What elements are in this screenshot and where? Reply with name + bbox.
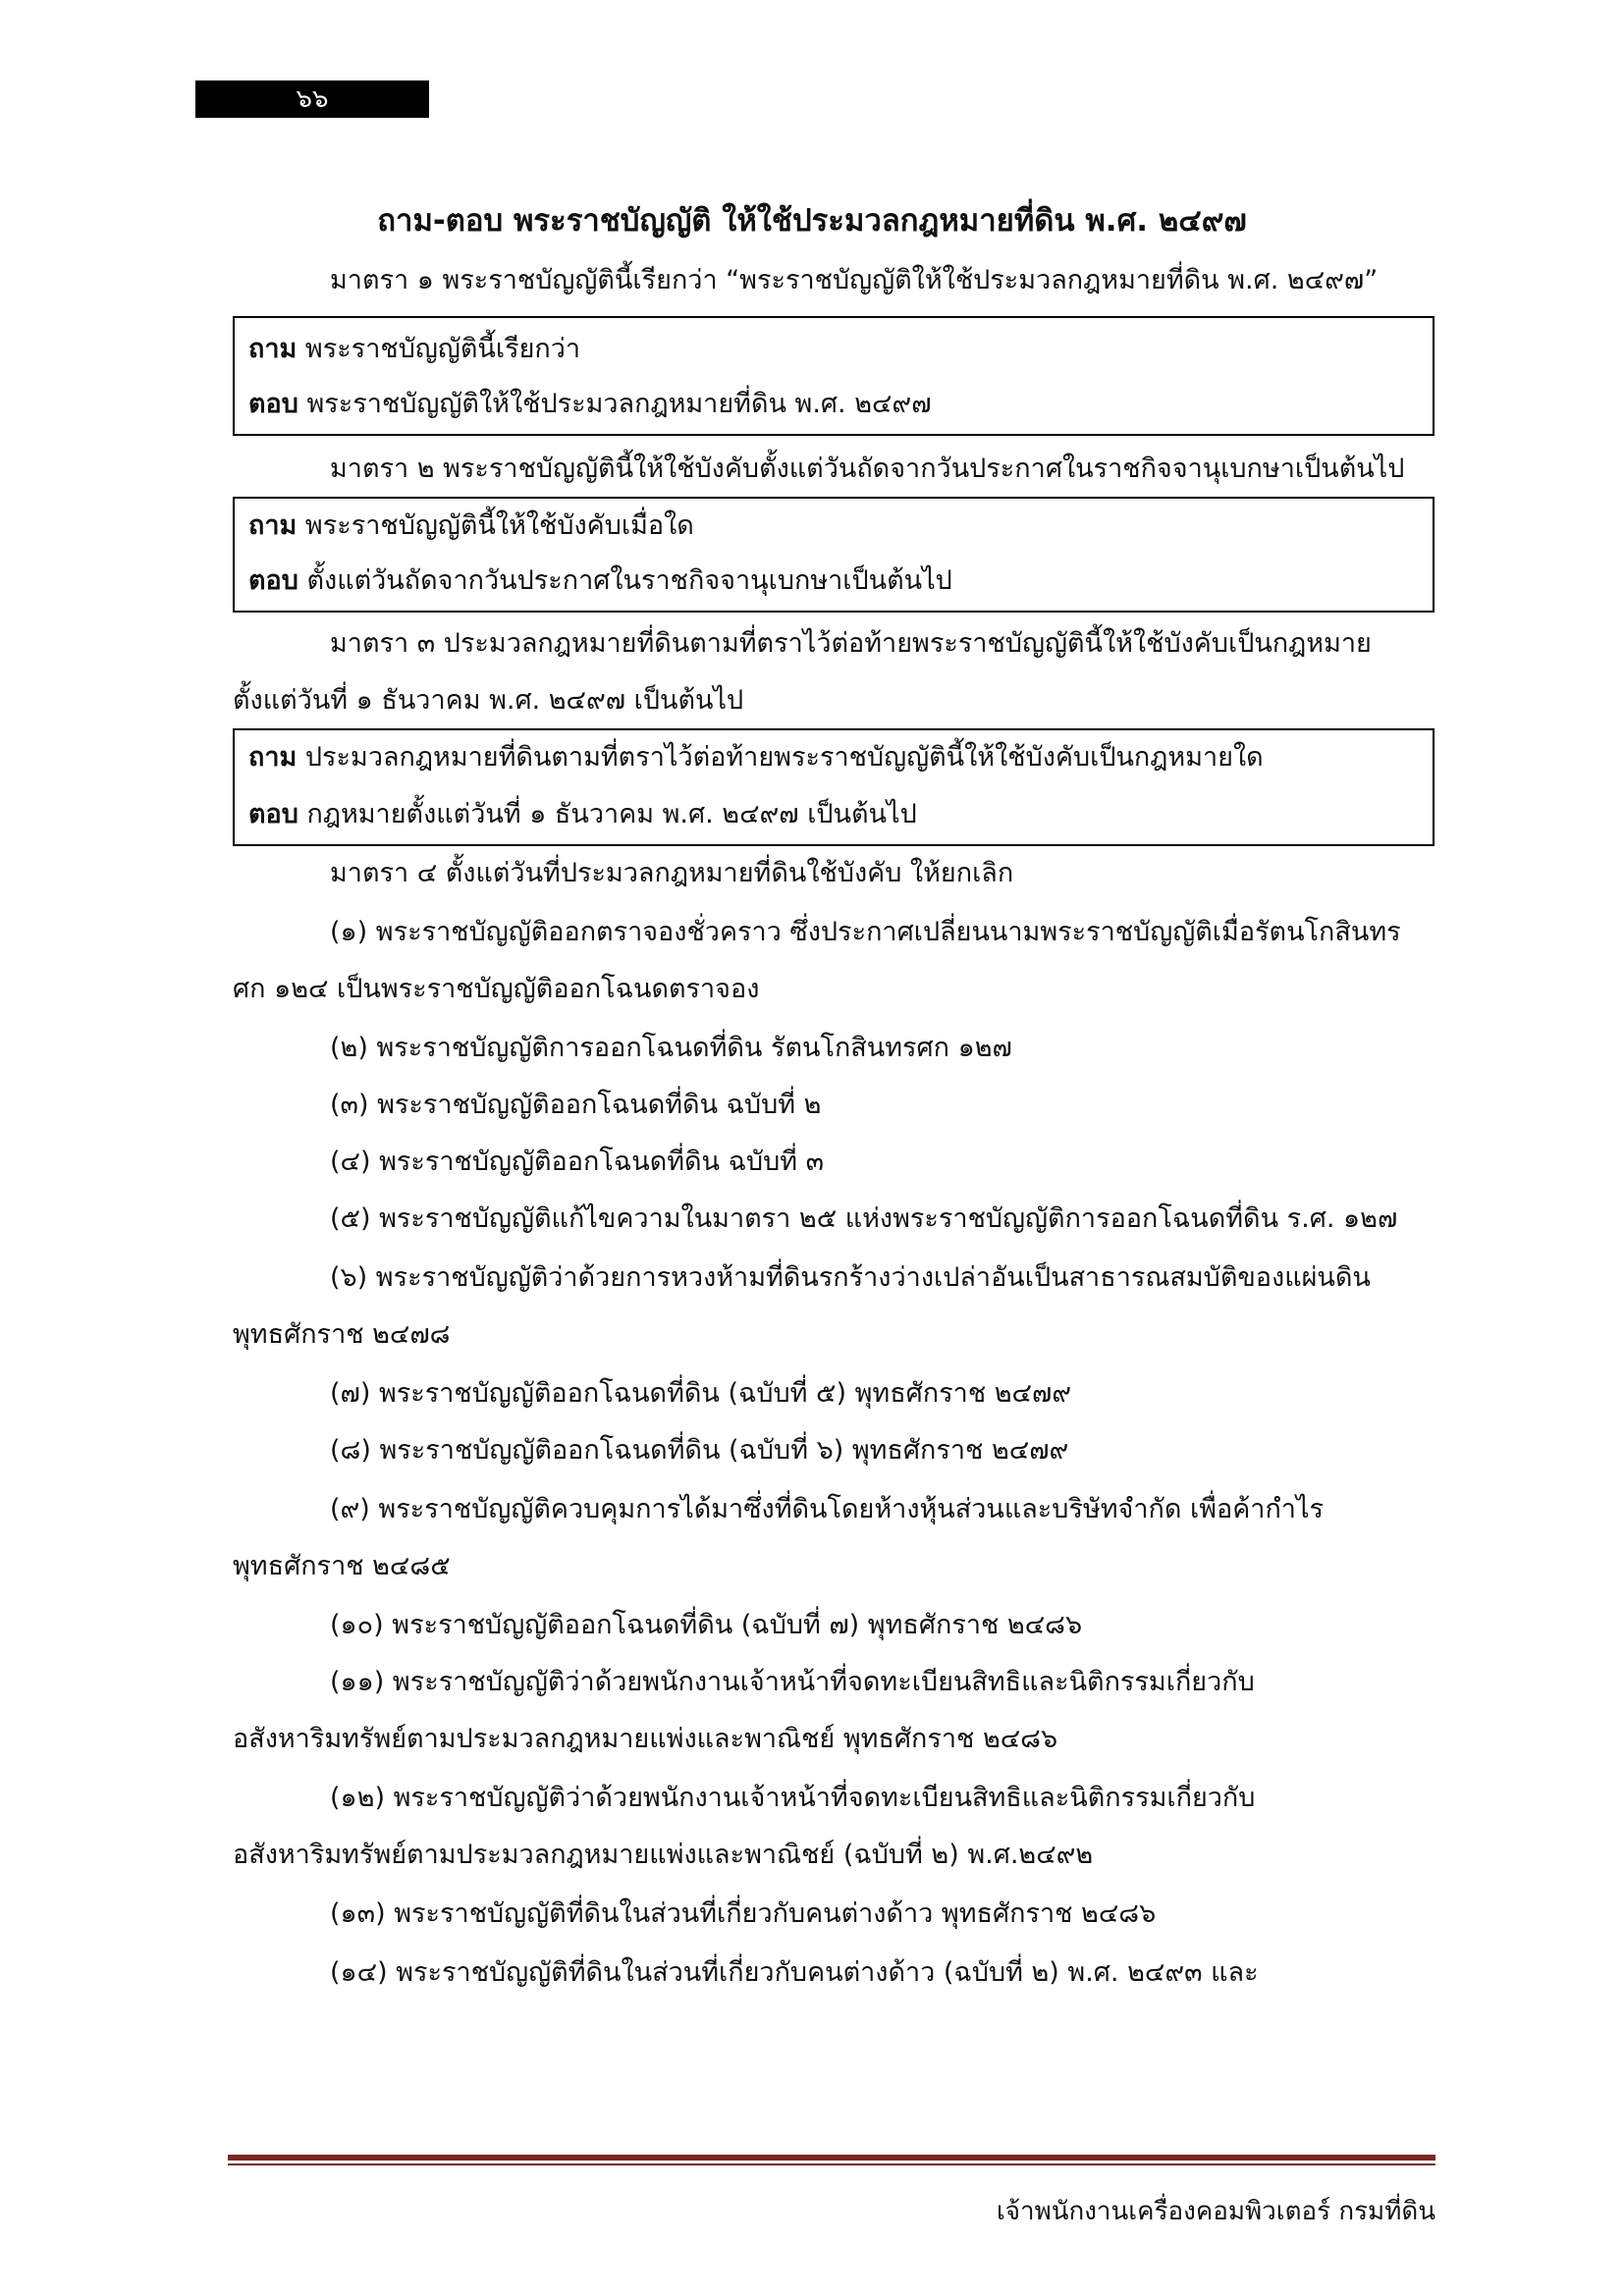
page-number: ๖๖	[195, 80, 429, 118]
answer-text: กฎหมายตั้งแต่วันที่ ๑ ธันวาคม พ.ศ. ๒๔๙๗ เป็นต้นไป	[306, 799, 917, 829]
section-3-line-1: มาตรา ๓ ประมวลกฎหมายที่ดินตามที่ตราไว้ต่อท้ายพระราชบัญญัตินี้ให้ใช้บังคับเป็นกฎหมาย	[330, 628, 1372, 659]
list-item: (๕) พระราชบัญญัติแก้ไขความในมาตรา ๒๕ แห่งพระราชบัญญัติการออกโฉนดที่ดิน ร.ศ. ๑๒๗	[330, 1203, 1398, 1234]
list-item-continuation: อสังหาริมทรัพย์ตามประมวลกฎหมายแพ่งและพาณิชย์ พุทธศักราช ๒๔๘๖	[233, 1724, 1058, 1754]
section-1: มาตรา ๑ พระราชบัญญัตินี้เรียกว่า “พระราชบัญญัติให้ใช้ประมวลกฎหมายที่ดิน พ.ศ. ๒๔๙๗”	[330, 265, 1379, 295]
question-label: ถาม	[248, 742, 298, 773]
answer-text: พระราชบัญญัติให้ใช้ประมวลกฎหมายที่ดิน พ.ศ. ๒๔๙๗	[306, 389, 932, 419]
list-item: (๙) พระราชบัญญัติควบคุมการได้มาซึ่งที่ดินโดยห้างหุ้นส่วนและบริษัทจำกัด เพื่อค้ากำไร	[330, 1494, 1325, 1524]
qa-box-1	[233, 316, 1435, 436]
qa2-answer	[248, 561, 952, 601]
section-3-line-2: ตั้งแต่วันที่ ๑ ธันวาคม พ.ศ. ๒๔๙๗ เป็นต้นไป	[233, 685, 744, 716]
qa1-question	[248, 330, 580, 369]
list-item: (๑๔) พระราชบัญญัติที่ดินในส่วนที่เกี่ยวกับคนต่างด้าว (ฉบับที่ ๒) พ.ศ. ๒๔๙๓ และ	[330, 1957, 1259, 1988]
qa3-answer	[248, 795, 917, 834]
list-item: (๖) พระราชบัญญัติว่าด้วยการหวงห้ามที่ดินรกร้างว่างเปล่าอันเป็นสาธารณสมบัติของแผ่นดิน	[330, 1262, 1371, 1293]
footer-rule-thin	[228, 2163, 1435, 2165]
qa-box-2	[233, 497, 1435, 613]
answer-label: ตอบ	[248, 565, 298, 596]
list-item-continuation: พุทธศักราช ๒๔๗๘	[233, 1319, 451, 1350]
question-text: ประมวลกฎหมายที่ดินตามที่ตราไว้ต่อท้ายพระราชบัญญัตินี้ให้ใช้บังคับเป็นกฎหมายใด	[304, 742, 1264, 773]
question-text: พระราชบัญญัตินี้เรียกว่า	[304, 334, 581, 364]
qa1-answer	[248, 385, 932, 424]
list-item: (๑๓) พระราชบัญญัติที่ดินในส่วนที่เกี่ยวกับคนต่างด้าว พุทธศักราช ๒๔๘๖	[330, 1898, 1157, 1929]
page-title: ถาม-ตอบ พระราชบัญญัติ ให้ใช้ประมวลกฎหมายที่ดิน พ.ศ. ๒๔๙๗	[377, 203, 1247, 239]
section-2: มาตรา ๒ พระราชบัญญัตินี้ให้ใช้บังคับตั้งแต่วันถัดจากวันประกาศในราชกิจจานุเบกษาเป็นต้นไป	[330, 454, 1405, 484]
list-item-continuation: อสังหาริมทรัพย์ตามประมวลกฎหมายแพ่งและพาณิชย์ (ฉบับที่ ๒) พ.ศ.๒๔๙๒	[233, 1840, 1094, 1870]
question-label: ถาม	[248, 334, 298, 364]
list-item: (๒) พระราชบัญญัติการออกโฉนดที่ดิน รัตนโกสินทรศก ๑๒๗	[330, 1033, 1012, 1063]
list-item: (๔) พระราชบัญญัติออกโฉนดที่ดิน ฉบับที่ ๓	[330, 1147, 825, 1177]
answer-label: ตอบ	[248, 389, 298, 419]
question-label: ถาม	[248, 510, 298, 541]
list-item-continuation: พุทธศักราช ๒๔๘๕	[233, 1551, 451, 1581]
list-item: (๑๒) พระราชบัญญัติว่าด้วยพนักงานเจ้าหน้าที่จดทะเบียนสิทธิและนิติกรรมเกี่ยวกับ	[330, 1783, 1256, 1813]
footer-rule	[228, 2155, 1435, 2161]
list-item: (๓) พระราชบัญญัติออกโฉนดที่ดิน ฉบับที่ ๒	[330, 1090, 822, 1120]
list-item: (๑๐) พระราชบัญญัติออกโฉนดที่ดิน (ฉบับที่ ๗) พุทธศักราช ๒๔๘๖	[330, 1610, 1083, 1640]
list-item: (๑๑) พระราชบัญญัติว่าด้วยพนักงานเจ้าหน้าที่จดทะเบียนสิทธิและนิติกรรมเกี่ยวกับ	[330, 1667, 1255, 1697]
answer-label: ตอบ	[248, 799, 298, 829]
list-item-continuation: ศก ๑๒๔ เป็นพระราชบัญญัติออกโฉนดตราจอง	[233, 974, 760, 1004]
qa3-question	[248, 738, 1264, 777]
list-item: (๗) พระราชบัญญัติออกโฉนดที่ดิน (ฉบับที่ ๕) พุทธศักราช ๒๔๗๙	[330, 1378, 1072, 1409]
list-item: (๘) พระราชบัญญัติออกโฉนดที่ดิน (ฉบับที่ ๖) พุทธศักราช ๒๔๗๙	[330, 1435, 1069, 1466]
answer-text: ตั้งแต่วันถัดจากวันประกาศในราชกิจจานุเบกษาเป็นต้นไป	[306, 565, 952, 596]
section-4-intro: มาตรา ๔ ตั้งแต่วันที่ประมวลกฎหมายที่ดินใช้บังคับ ให้ยกเลิก	[330, 858, 1014, 888]
footer-text: เจ้าพนักงานเครื่องคอมพิวเตอร์ กรมที่ดิน	[996, 2197, 1435, 2226]
list-item: (๑) พระราชบัญญัติออกตราจองชั่วคราว ซึ่งประกาศเปลี่ยนนามพระราชบัญญัติเมื่อรัตนโกสินทร	[330, 917, 1401, 947]
qa-box-3	[233, 728, 1435, 846]
question-text: พระราชบัญญัตินี้ให้ใช้บังคับเมื่อใด	[304, 510, 694, 541]
qa2-question	[248, 507, 694, 546]
